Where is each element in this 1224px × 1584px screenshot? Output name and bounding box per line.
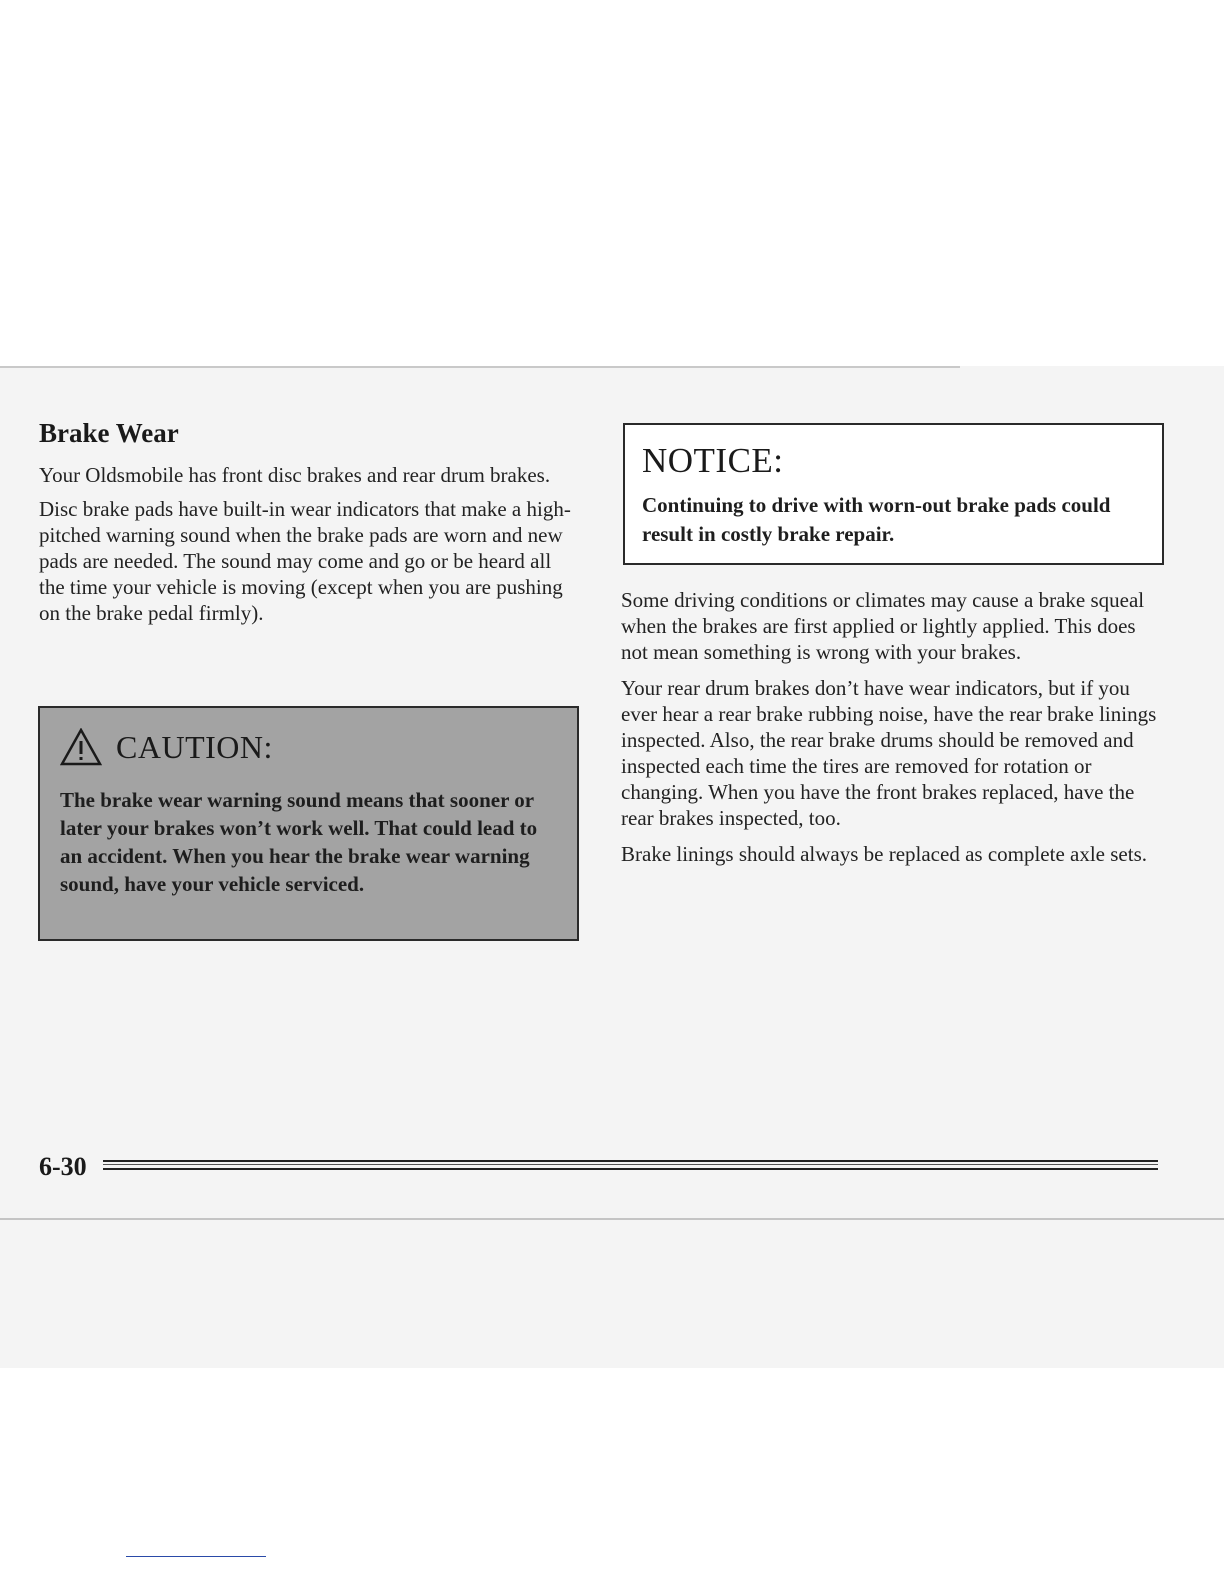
top-divider (0, 366, 960, 368)
warning-triangle-icon (60, 728, 102, 766)
page-number: 6-30 (39, 1152, 87, 1181)
notice-title: NOTICE: (642, 441, 784, 480)
brake-linings-paragraph: Brake linings should always be replaced as complete axle sets. (621, 842, 1148, 866)
notice-text: Continuing to drive with worn-out brake pads could result in costly brake repair. (642, 493, 1111, 546)
caution-text: The brake wear warning sound means that sooner or later your brakes won’t work well. That could lead to an accident. When you hear the brake wear warning sound, have your vehicle serviced. (60, 788, 538, 896)
bottom-divider (0, 1218, 1224, 1220)
notice-box (623, 423, 1164, 565)
footer-rule (103, 1160, 1158, 1170)
page-footer (39, 1152, 1159, 1182)
right-column (621, 587, 1166, 867)
caution-header (60, 728, 555, 766)
caution-title: CAUTION: (116, 728, 273, 765)
brake-squeal-paragraph: Some driving conditions or climates may cause a brake squeal when the brakes are first applied or lightly applied. This does not mean something is wrong with your brakes. (621, 588, 1145, 664)
section-title: Brake Wear (39, 418, 179, 448)
manual-page (0, 366, 1224, 1368)
caution-box (38, 706, 579, 941)
intro-paragraph: Your Oldsmobile has front disc brakes and rear drum brakes. (39, 463, 551, 487)
left-column (39, 462, 579, 626)
wear-indicator-paragraph: Disc brake pads have built-in wear indicators that make a high-pitched warning sound when the brake pads are worn and new pads are needed. The sound may come and go or be heard all the time your vehicle is moving (except when you are pushing on the brake pedal firmly). (39, 497, 571, 625)
rear-drum-paragraph: Your rear drum brakes don’t have wear indicators, but if you ever hear a rear brake rubbing noise, have the rear brake linings inspected. Also, the rear brake drums should be removed and inspected each time the tires are removed for rotation or changing. When you have the front brakes replaced, have the rear brakes inspected, too. (621, 676, 1157, 830)
bottom-underline (126, 1556, 266, 1557)
